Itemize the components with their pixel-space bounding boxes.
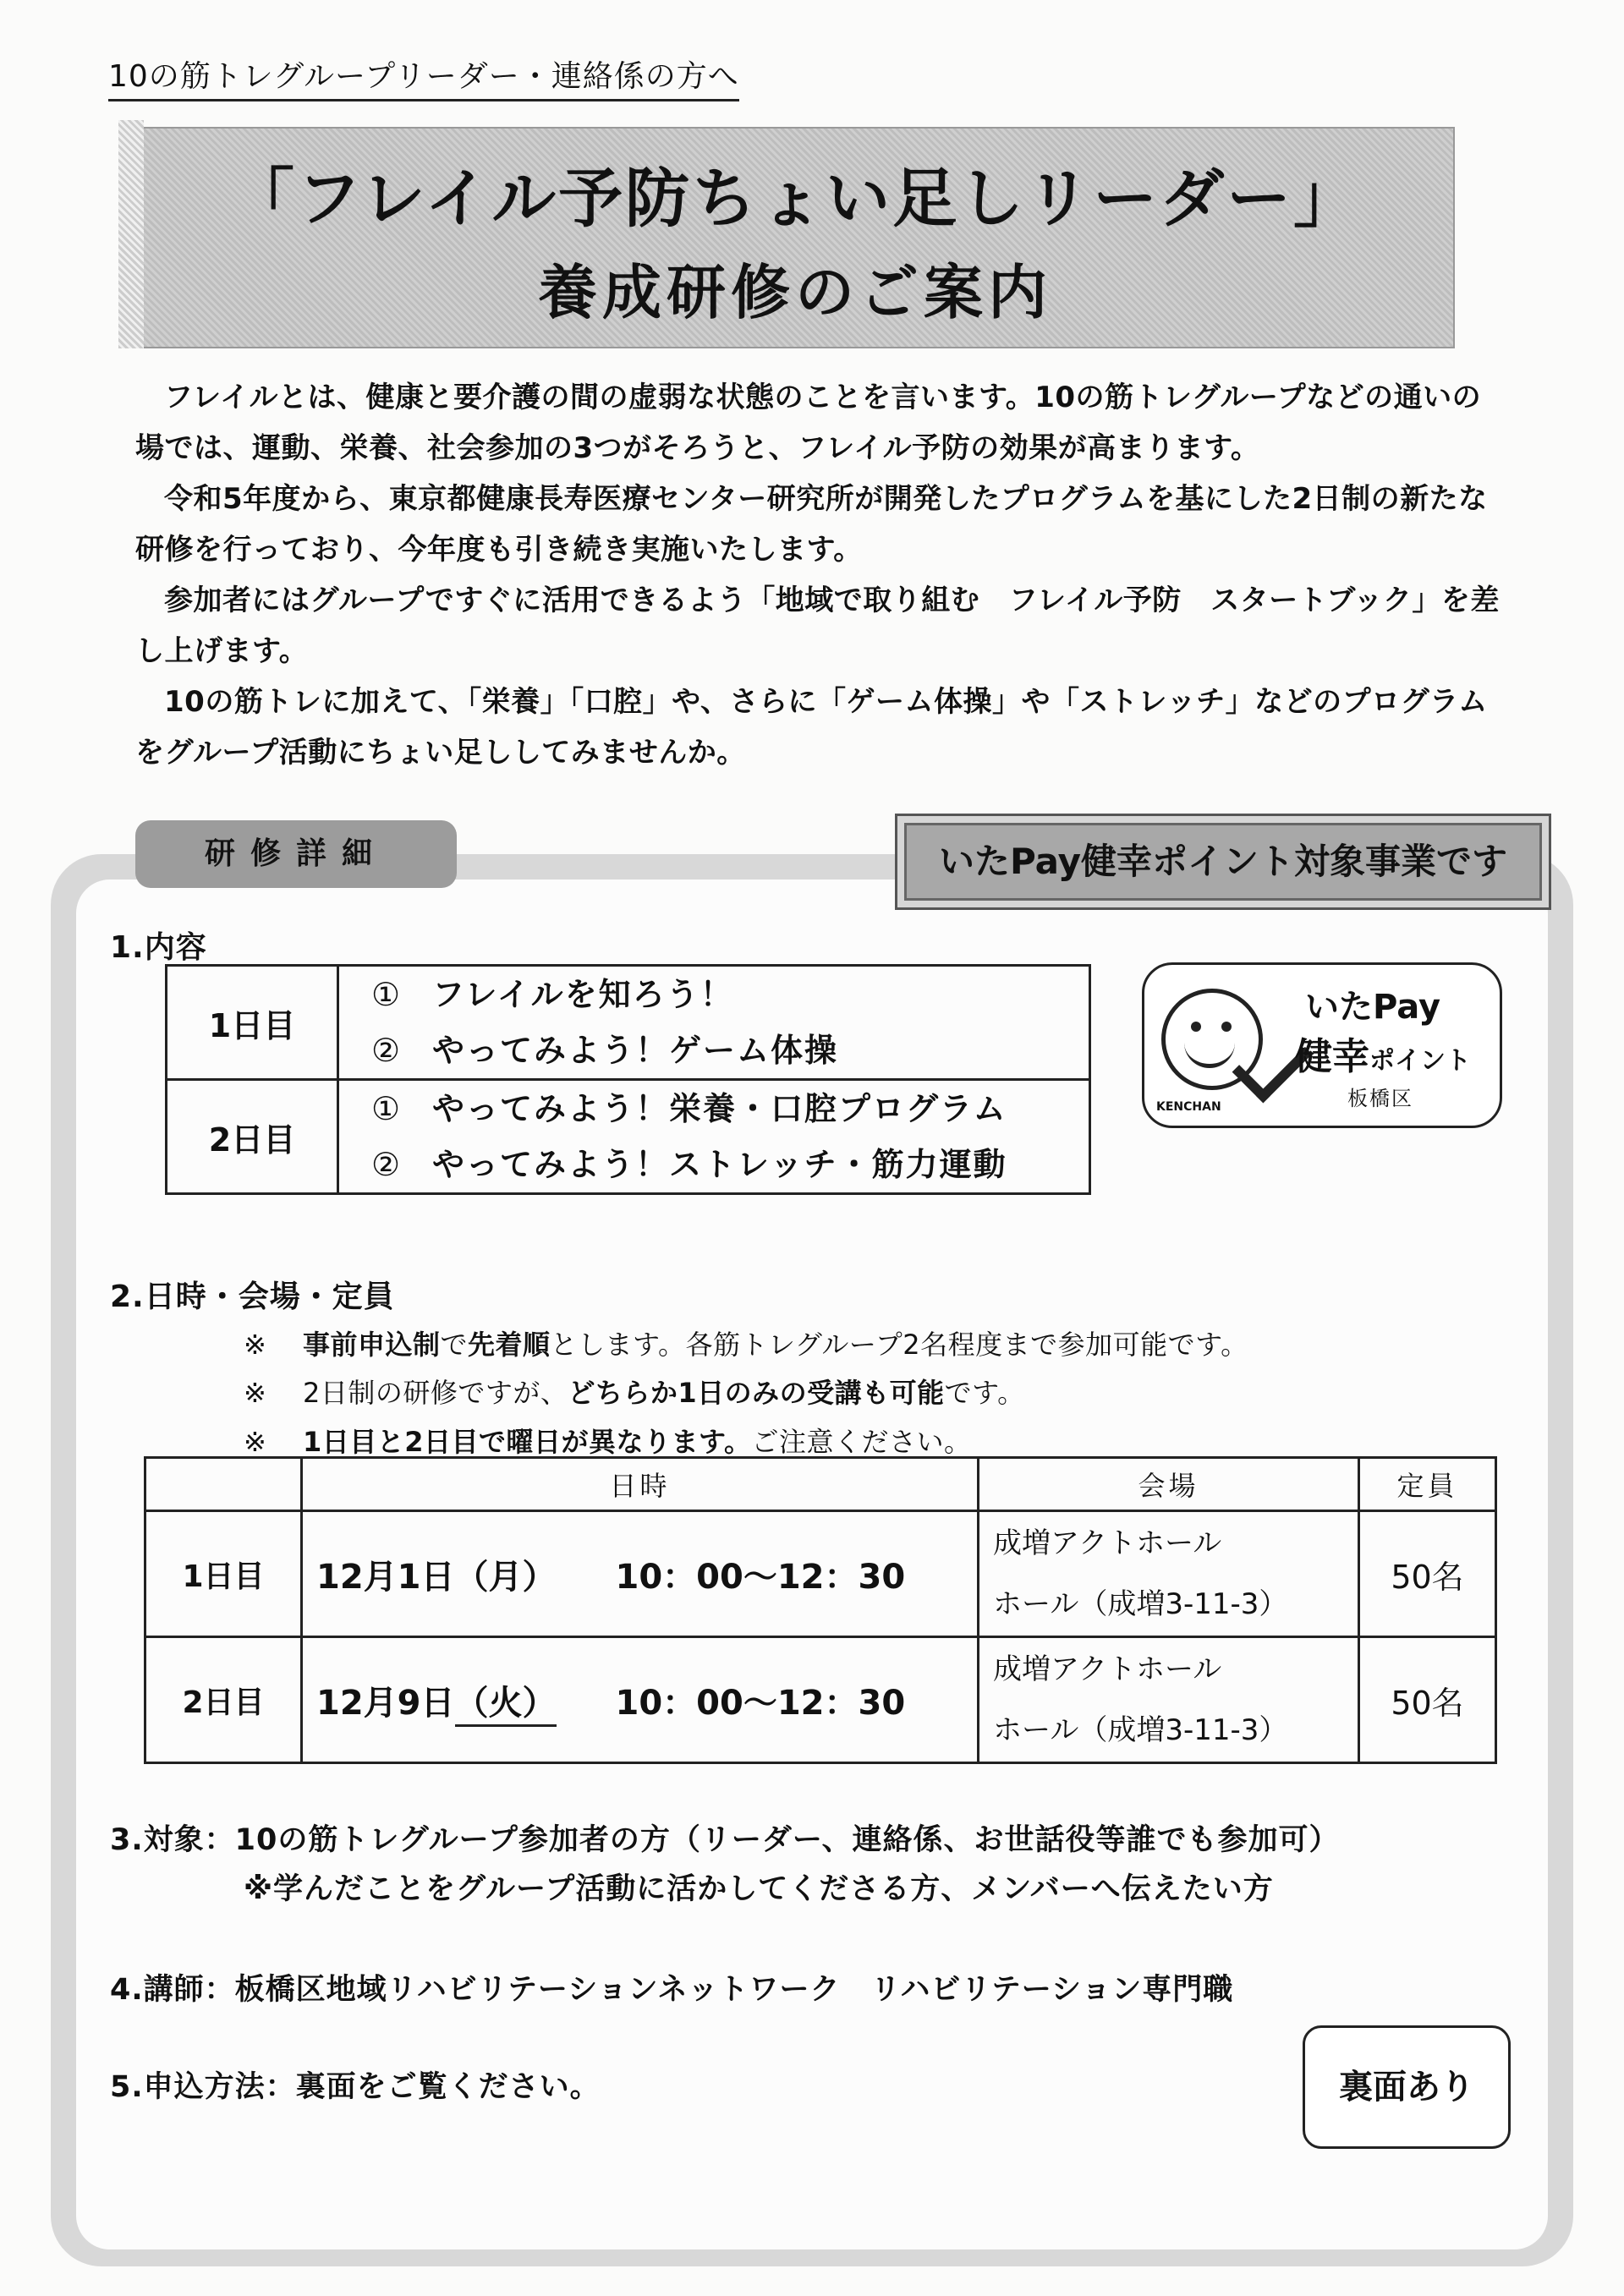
header-note: 10の筋トレグループリーダー・連絡係の方へ [108, 52, 739, 101]
title-band [135, 127, 1455, 348]
table-header-row [145, 1458, 1496, 1511]
header-capacity: 定員 [1359, 1458, 1496, 1511]
item-number: ① [370, 976, 401, 1013]
itapay-logo [1142, 962, 1502, 1128]
intro-text [135, 372, 1506, 778]
content-table [165, 964, 1091, 1195]
eye-icon [1191, 1022, 1201, 1032]
title-line-1: 「フレイル予防ちょい足しリーダー」 [229, 161, 1361, 236]
header-date: 日時 [302, 1458, 979, 1511]
note-text: とします。各筋トレグループ2名程度まで参加可能です。 [550, 1329, 1248, 1361]
logo-title: いたPay [1305, 988, 1441, 1027]
target-note: ※学んだことをグループ活動に活かしてくださる方、メンバーへ伝えたい方 [244, 1872, 1274, 1906]
content-day: 1日目 [167, 966, 338, 1080]
list-item [339, 1081, 1089, 1137]
logo-ward: 板橋区 [1347, 1087, 1413, 1110]
schedule-venue [979, 1637, 1359, 1763]
schedule-table [144, 1456, 1497, 1764]
venue-name: 成増アクトホール [993, 1526, 1222, 1560]
item-number: ① [370, 1090, 401, 1127]
note-mark: ※ [244, 1426, 267, 1458]
schedule-weekday: （火） [455, 1684, 557, 1727]
note-bold: どちらか1日のみの受講も可能 [568, 1377, 945, 1409]
item-text: やってみよう！ストレッチ・筋力運動 [432, 1146, 1007, 1183]
note-text: 2日制の研修ですが、 [303, 1377, 568, 1409]
schedule-time: 10：00～12：30 [615, 1557, 906, 1597]
schedule-day: 1日目 [145, 1511, 302, 1637]
venue-address: ホール（成増3-11-3） [993, 1713, 1288, 1747]
pay-point-banner: いたPay健幸ポイント対象事業です [895, 814, 1551, 910]
item-text: やってみよう！栄養・口腔プログラム [432, 1090, 1007, 1127]
schedule-venue [979, 1511, 1359, 1637]
mascot-name: KENCHAN [1156, 1100, 1221, 1114]
list-item [339, 1137, 1089, 1192]
title-line-2: 養成研修のご案内 [538, 258, 1052, 327]
content-items [338, 966, 1090, 1080]
schedule-datetime [302, 1637, 979, 1763]
smile-icon [1184, 1038, 1235, 1068]
table-row [145, 1637, 1496, 1763]
item-text: フレイルを知ろう！ [432, 976, 734, 1013]
venue-address: ホール（成増3-11-3） [993, 1587, 1288, 1621]
table-row [145, 1511, 1496, 1637]
schedule-date: 12月9日 [316, 1683, 455, 1723]
venue-name: 成増アクトホール [993, 1652, 1222, 1686]
table-row [167, 966, 1090, 1080]
logo-kenko: 健幸 [1295, 1035, 1369, 1078]
note-line [244, 1323, 1248, 1362]
note-mark: ※ [244, 1329, 267, 1361]
note-bold: 1日目と2日目で曜日が異なります。 [303, 1426, 752, 1458]
header-blank [145, 1458, 302, 1511]
section-heading-apply: 5.申込方法：裏面をご覧ください。 [110, 2070, 601, 2104]
item-number: ② [370, 1032, 401, 1069]
table-row [167, 1080, 1090, 1194]
schedule-date: 12月1日（月） [316, 1557, 557, 1597]
logo-point: ポイント [1369, 1046, 1471, 1076]
item-text: やってみよう！ゲーム体操 [432, 1032, 839, 1069]
section-tab-details: 研修詳細 [135, 820, 457, 888]
intro-paragraph: フレイルとは、健康と要介護の間の虚弱な状態のことを言います。10の筋トレグループなどの通いの場では、運動、栄養、社会参加の3つがそろうと、フレイル予防の効果が高まります。 [135, 381, 1482, 465]
content-items [338, 1080, 1090, 1194]
note-bold: 先着順 [468, 1329, 551, 1361]
schedule-capacity: 50名 [1359, 1511, 1496, 1637]
logo-subtitle [1295, 1026, 1471, 1080]
schedule-capacity: 50名 [1359, 1637, 1496, 1763]
section-heading-content: 1.内容 [110, 930, 207, 965]
schedule-day: 2日目 [145, 1637, 302, 1763]
intro-paragraph: 参加者にはグループですぐに活用できるよう「地域で取り組む フレイル予防 スタートブック」を差し上げます。 [135, 584, 1500, 668]
note-mark: ※ [244, 1377, 267, 1409]
schedule-datetime [302, 1511, 979, 1637]
header-venue: 会場 [979, 1458, 1359, 1511]
section-heading-instructor: 4.講師：板橋区地域リハビリテーションネットワーク リハビリテーション専門職 [110, 1973, 1234, 2007]
note-line [244, 1421, 972, 1460]
eye-icon [1221, 1022, 1232, 1032]
schedule-time: 10：00～12：30 [615, 1683, 906, 1723]
item-number: ② [370, 1146, 401, 1183]
note-bold: 事前申込制 [303, 1329, 441, 1361]
section-heading-target: 3.対象：10の筋トレグループ参加者の方（リーダー、連絡係、お世話役等誰でも参加可） [110, 1823, 1340, 1857]
content-day: 2日目 [167, 1080, 338, 1194]
note-text: で [440, 1329, 469, 1361]
intro-paragraph: 10の筋トレに加えて、「栄養」「口腔」や、さらに「ゲーム体操」や「ストレッチ」などのプログラムをグループ活動にちょい足ししてみませんか。 [135, 685, 1488, 770]
section-heading-schedule: 2.日時・会場・定員 [110, 1280, 395, 1314]
note-text: です。 [944, 1377, 1025, 1409]
list-item [339, 967, 1089, 1022]
intro-paragraph: 令和5年度から、東京都健康長寿医療センター研究所が開発したプログラムを基にした2日制の新たな研修を行っており、今年度も引き続き実施いたします。 [135, 482, 1488, 567]
note-line [244, 1372, 1025, 1411]
note-text: ご注意ください。 [751, 1426, 972, 1458]
list-item [339, 1022, 1089, 1078]
reverse-side-box: 裏面あり [1303, 2025, 1511, 2149]
